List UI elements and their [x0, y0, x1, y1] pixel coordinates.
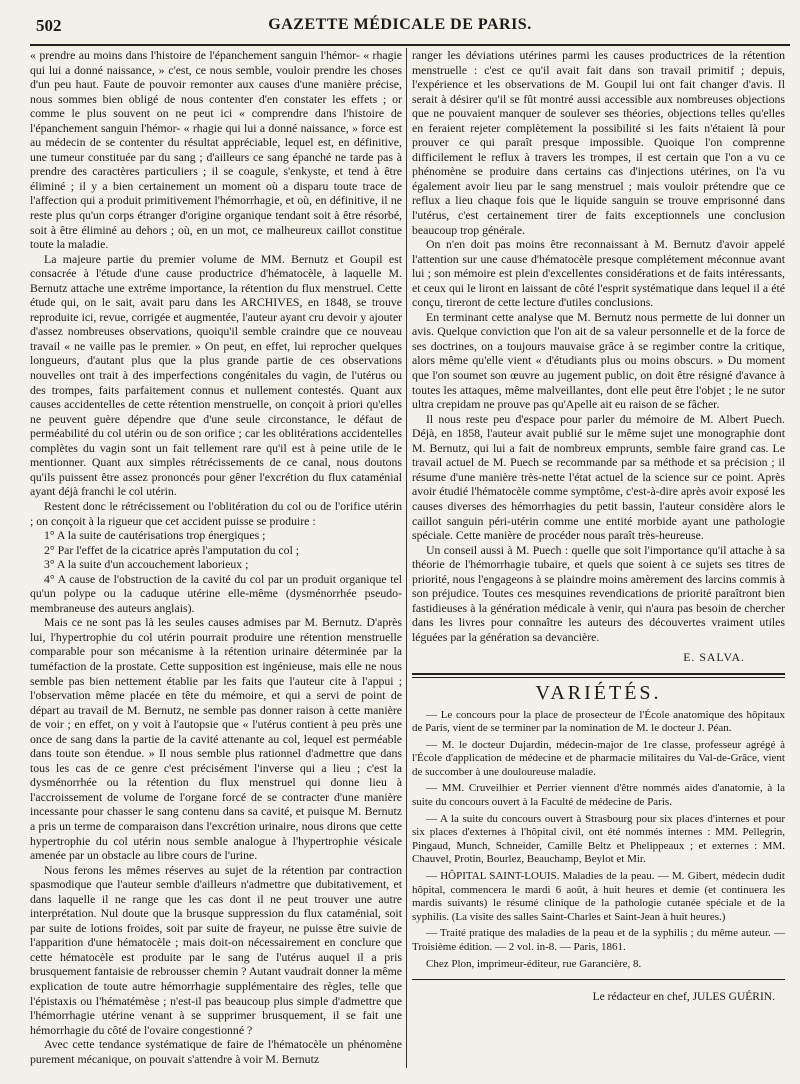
section-title: VARIÉTÉS. — [535, 681, 662, 704]
paragraph: La majeure partie du premier volume de MM. Bernutz et Goupil est consacrée à l'étude d'une cause productrice d'hématocèle, à laquelle M. Bernutz attache une extrême importance, la rétention du flux menstruel. Cette étude qui, on le sait, avait paru dans les ARCHIVES, en 1848, se trouve reproduite ici, revue, corrigée et augmentée, l'auteur ayant cru devoir y ajouter d'assez nombreuses observations, quoiqu'il semble craindre que ce nouveau travail « ne vaille pas le premier. » On peut, en effet, lui reprocher quelques longueurs, d'autant plus que la plus grande partie de ces observations nouvelles ont trait à des imperfections congénitales du vagin, de l'utérus ou des trompes, faits parfaitement connus et nullement contestés. Quant aux causes accidentelles de cette rétention menstruelle, on conçoit à priori qu'elles ne peuvent guère dépendre que d'une seule circonstance, le défaut de perméabilité du col utérin ou de son orifice ; car les oblitérations accidentelles complètes du vagin sont un fait tellement rare qu'il est à peine utile de le mentionner. Quant aux simples rétrécissements de ce canal, nous doutons qu'ils puissent être assez prononcés pour gêner l'excrétion du flux cataménial ayant déjà franchi le col utérin. — [30, 251, 402, 499]
list-item: 4° A cause de l'obstruction de la cavité du col par un produit organique tel qu'un polype ou la caduque utérine elle-même (dysménorrhée pseudo-membraneuse des auteurs anglais). — [30, 571, 402, 615]
paragraph: « prendre au moins dans l'histoire de l'épanchement sanguin l'hémor- « rhagie qui lui a donné naissance, » c'est, ce nous semble, vouloir prendre les choses d'un peu haut. Faute de pouvoir remonter aux causes d'une manière précise, nous sommes bien obligé de nous contenter d'en constater les effets ; or comme le plus souvent on ne peut ici « comprendre dans l'histoire de l'épanchement sanguin l'hémor- « rhagie qui lui a donné naissance, » force est au médecin de se contenter du résultat appréciable, lequel est, en définitive, une tumeur constituée par du sang ; d'ailleurs ce sang épanché ne tarde pas à prendre des caractères particuliers ; il se coagule, s'enkyste, et tend à être éliminé ; il y a bien certainement un moment où a disparu toute trace de l'affection qui a produit primitivement l'hémorrhagie, et où, en définitive, il ne reste plus qu'un corps étranger d'origine organique tendant soit à être résorbé, soit à être éliminé au dehors ; où, en un mot, ce malheureux caillot constitue toute la maladie. — [30, 48, 402, 252]
paragraph: Mais ce ne sont pas là les seules causes admises par M. Bernutz. D'après lui, l'hypertrophie du col utérin pourrait produire une rétention menstruelle comparable pour son mécanisme à la rétention urinaire déterminée par la tuméfaction de la prostate. Cette supposition est ingénieuse, mais elle ne nous semble pas bien nettement établie par les faits que l'auteur cite à l'appui ; l'observation même placée en tête du mémoire, et qui a servi de point de départ au travail de M. Bernutz, ne semble pas donner raison à cette manière de voir ; en effet, on y voit à l'autopsie que « l'utérus contient à peu près une once de sang dans la partie de la cavité attenante au col, lequel est perméable dans toute son étendue. » Il nous semble plus rationnel d'admettre que dans tous les cas de ce genre c'est précisément l'inverse qui a lieu ; c'est la dysménorrhée ou la rétention du flux menstruel qui donne lieu à l'accroissement de volume de l'organe forcé de se contracter d'une manière incessante pour chasser le sang contenu dans sa cavité, et puisque M. Bernutz a pris un terme de comparaison dans l'excrétion urinaire, nous dirons que cette hypertrophie du col utérin nous semble analogue à l'hypertrophie vésicale amenée par un obstacle au libre cours de l'urine. — [30, 615, 402, 863]
page-number: 502 — [36, 16, 62, 35]
paragraph: Avec cette tendance systématique de faire de l'hématocèle un phénomène purement mécanique, on pouvait s'attendre à voir M. Bernutz — [30, 1037, 402, 1066]
journal-title: GAZETTE MÉDICALE DE PARIS. — [268, 16, 532, 33]
right-column — [412, 48, 785, 1048]
news-item: — Le concours pour la place de prosecteur de l'École anatomique des hôpitaux de Paris, vient de se terminer par la nomination de M. le docteur J. Péan. — [412, 708, 785, 735]
paragraph: En terminant cette analyse que M. Bernutz nous permette de lui donner un avis. Quelque conviction que l'on ait de sa valeur personnelle et de la force de ses doctrines, on a toujours mauvaise grâce à se regimber contre la critique, alors même qu'elle vient « d'étudiants plus ou moins obscurs. » Du moment que l'on soumet son œuvre au jugement public, on doit être résigné d'avance à toutes les attaques, même malveillantes, dont elle peut être l'objet ; le ne sutor ultra crepidam ne prouve pas qu'Apelle ait eu raison de se fâcher. — [412, 309, 785, 412]
paragraph: Restent donc le rétrécissement ou l'oblitération du col ou de l'orifice utérin ; on conçoit à la rigueur que cet accident puisse se produire : — [30, 498, 402, 528]
paragraph: Un conseil aussi à M. Puech : quelle que soit l'importance qu'il attache à sa théorie de l'hémorrhagie tubaire, et quels que soient à ce sujets ses titres de priorité, nous l'engageons à se plaindre moins amèrement des larcins commis à son préjudice. Toutes ces mesquines revendications de priorité paraîtront bien fastidieuses à la génération médicale à venir, qui n'aura pas besoin de chercher dans les livres pour connaître les auteurs des découvertes vraiment utiles léguées par la génération sa devancière. — [412, 542, 785, 644]
list-item: 3° A la suite d'un accouchement laborieux ; — [44, 557, 249, 572]
list-item: 1° A la suite de cautérisations trop énergiques ; — [44, 528, 266, 543]
paragraph: On n'en doit pas moins être reconnaissant à M. Bernutz d'avoir appelé l'attention sur une cause d'hématocèle presque complétement méconnue avant lui ; son mémoire est plein d'excellentes considérations et de faits intéressants, et ceux qui le liront en laissant de côté l'esprit systématique dans lequel il a été conçu, tireront de cette lecture d'utiles conclusions. — [412, 237, 785, 310]
section-rule — [412, 677, 785, 678]
left-column — [30, 48, 402, 1066]
column-divider — [406, 48, 407, 1068]
paragraph: Nous ferons les mêmes réserves au sujet de la rétention par contraction spasmodique que l'auteur semble d'ailleurs n'admettre que dubitativement, et dans laquelle il ne range que les cas dont il ne peut trouver une autre interprétation. Nul doute que la brusque suppression du flux cataménial, soit par suite de lotions froides, soit par suite de frayeur, ne puisse être suivie de l'apparition d'une hématocèle ; mais doit-on nécessairement en conclure que cette hématocèle est produite par le sang de l'utérus auquel il a pris brusquement fantaisie de rebrousser chemin ? Autant vaudrait donner la même explication de toute autre hémorrhagie supplémentaire des règles, telle que l'épistaxis ou l'hématémèse ; n'est-il pas beaucoup plus simple d'admettre que l'hémorrhagie utérine venant à se supprimer brusquement, il se fait une hémorrhagie du côté de l'ovaire congestionné ? — [30, 862, 402, 1037]
section-rule — [412, 673, 785, 675]
page-header — [20, 14, 780, 38]
header-rule — [30, 44, 790, 46]
news-item: — M. le docteur Dujardin, médecin-major de 1re classe, professeur agrégé à l'École d'application de médecine et de pharmacie militaires du Val-de-Grâce, vient de succomber à une douloureuse maladie. — [412, 738, 785, 778]
news-item: — MM. Cruveilhier et Perrier viennent d'être nommés aides d'anatomie, à la suite du concours ouvert à la Faculté de médecine de Paris. — [412, 782, 785, 809]
article-signature: E. SALVA. — [683, 650, 745, 665]
section-rule — [412, 979, 785, 980]
news-item: — Traité pratique des maladies de la peau et de la syphilis ; du même auteur. — Troisième édition. — 2 vol. in-8. — Paris, 1861. — [412, 927, 785, 954]
paragraph: ranger les déviations utérines parmi les causes productrices de la rétention menstruelle : c'est ce qu'il avait fait dans son travail primitif ; depuis, l'expérience et les observations de M. Goupil lui ont fait changer d'avis. Il serait à désirer qu'il se fût montré aussi accessible aux nombreuses objections que ne pouvaient manquer de soulever ses théories, objections telles qu'elles en feraient rejeter complètement la possibilité si les faits n'étaient là pour prouver ce qui paraît presque impossible. Quoique l'on comprenne difficilement le reflux à travers les trompes, il est certain que l'on a vu ce phénomène se produire dans certains cas d'injections utérines, on l'a vu également avoir lieu par le sang menstruel ; mais vouloir prétendre que ce reflux a lieu chaque fois que le liquide sanguin se trouve emprisonné dans l'utérus, c'est certainement tirer de faits exceptionnels une conclusion beaucoup trop générale. — [412, 48, 785, 237]
list-item: 2° Par l'effet de la cicatrice après l'amputation du col ; — [44, 542, 300, 557]
editor-line: Le rédacteur en chef, JULES GUÉRIN. — [592, 991, 775, 1004]
paragraph: Il nous reste peu d'espace pour parler du mémoire de M. Albert Puech. Déjà, en 1858, l'auteur avait publié sur le même sujet une monographie dont M. Bernutz, qui lui a fait de nombreux emprunts, semble faire grand cas. Le travail actuel de M. Puech se recommande par sa méthode et sa précision ; il résume d'une manière très-nette l'état actuel de la science sur ce point. Après avoir étudié l'hématocèle comme symptôme, c'est-à-dire après avoir exposé les causes diverses des hémorrhagies du petit bassin, l'auteur considère alors le caillot sanguin péri-utérin comme une entité morbide ayant une pathologie spéciale. Cette manière de procéder nous paraît très-heureuse. — [412, 411, 785, 543]
news-item: — A la suite du concours ouvert à Strasbourg pour six places d'internes et pour six places d'externes à l'hôpital civil, ont été nommés internes : MM. Pellegrin, Pingaud, Munch, Schneider, Camille Beltz et Phelippeaux ; et externes : MM. Chauvel, Protin, Bourlez, Beauchamp, Beylot et Mir. — [412, 812, 785, 866]
news-item: — HÔPITAL SAINT-LOUIS. Maladies de la peau. — M. Gibert, médecin dudit hôpital, commencera le mardi 6 août, à huit heures et demie (et continuera les mardis suivants) le résumé clinique de la pathologie cutanée spéciale et de la syphilis. (La visite des salles Saint-Charles et Saint-Jean à huit heures.) — [412, 870, 785, 923]
news-item: Chez Plon, imprimeur-éditeur, rue Garancière, 8. — [426, 957, 642, 970]
